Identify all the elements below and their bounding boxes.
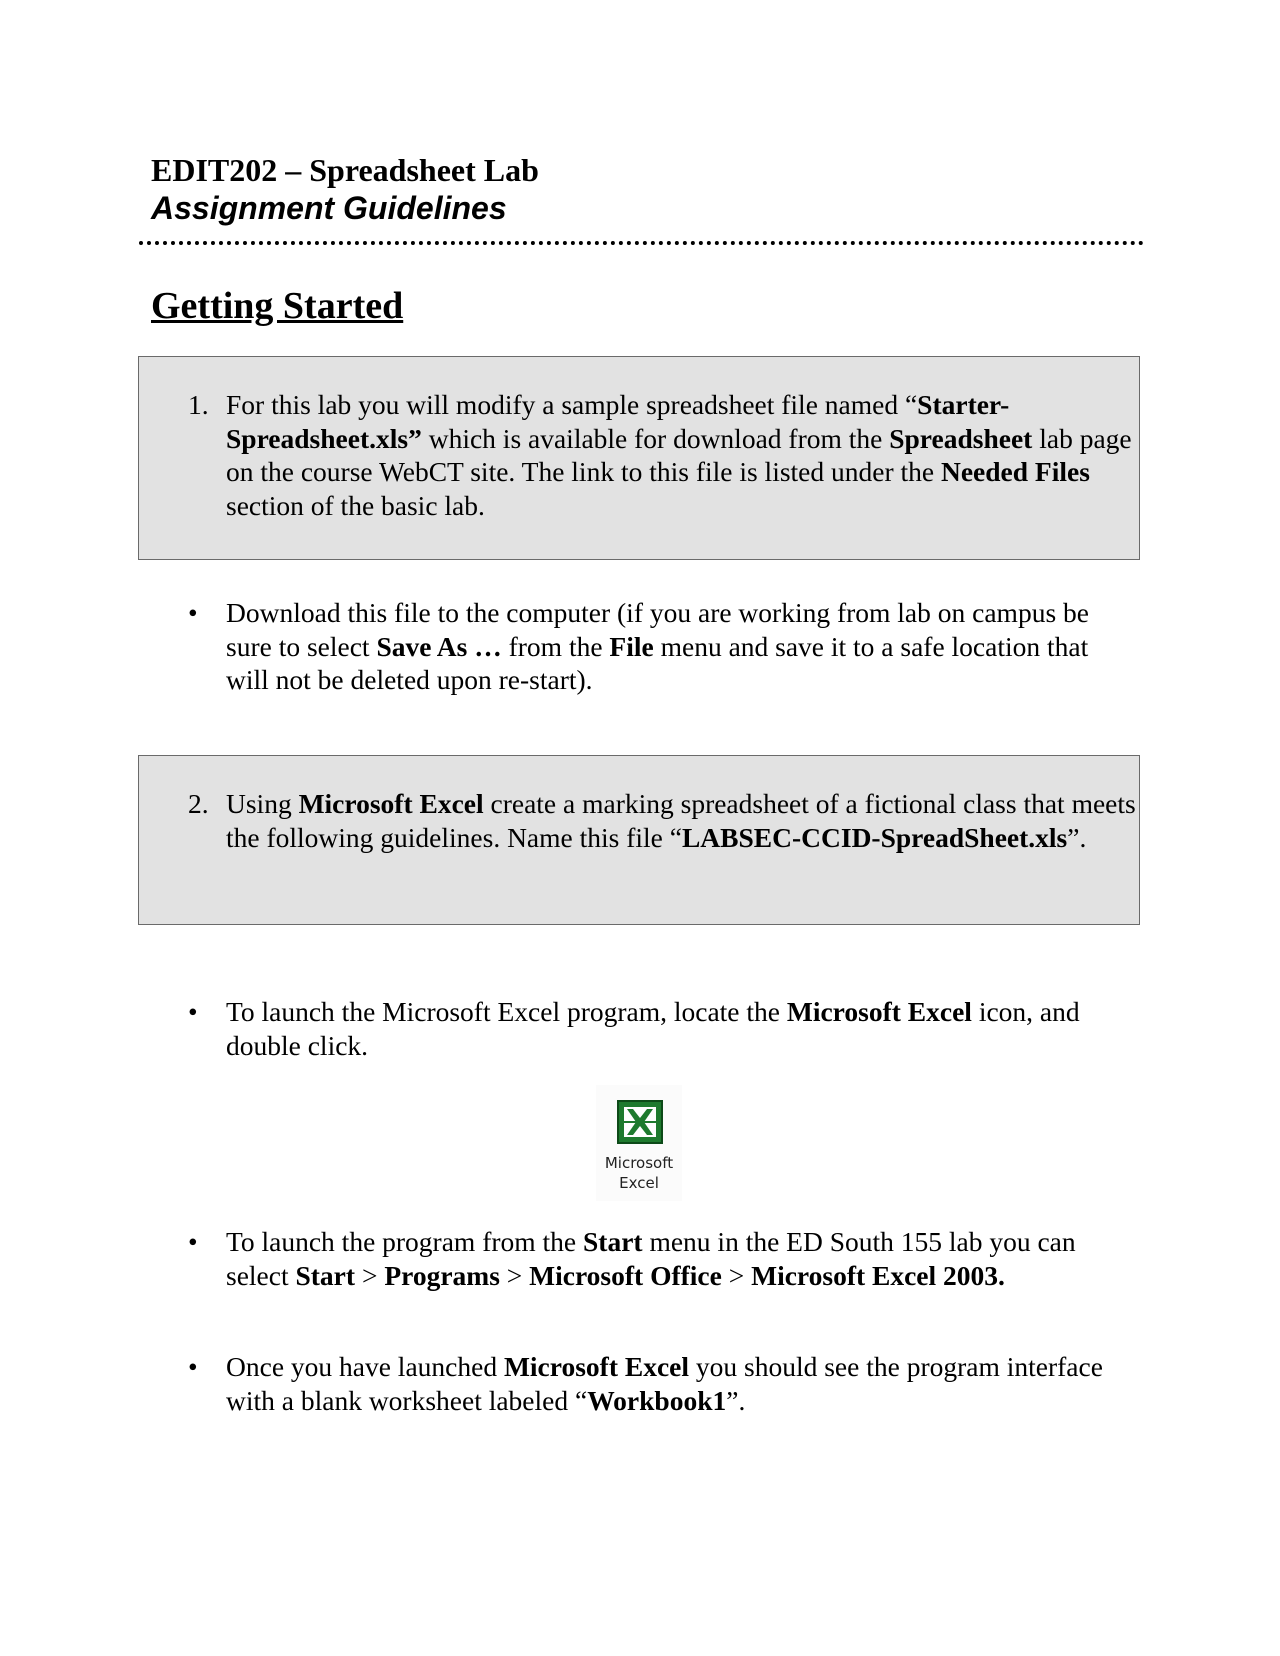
bullet-download-text: Download this file to the computer (if you are working from lab on campus be sure to select Save As … from the File menu and save it to a safe location that will not be deleted upon re-start). xyxy=(226,597,1089,695)
section-heading: Getting Started xyxy=(151,285,404,327)
bullet-marker: • xyxy=(188,996,198,1027)
path-excel: Microsoft Excel 2003. xyxy=(751,1259,1005,1291)
path-programs: Programs xyxy=(384,1259,500,1291)
excel-name: Microsoft Excel xyxy=(298,788,484,819)
path-office: Microsoft Office xyxy=(529,1259,722,1291)
spreadsheet-lab-name: Spreadsheet xyxy=(889,422,1033,454)
save-as-command: Save As … xyxy=(376,630,502,662)
excel-icon xyxy=(617,1100,663,1144)
workbook-name: Workbook1 xyxy=(587,1384,727,1416)
dotted-divider xyxy=(139,241,1144,245)
output-file-name: LABSEC-CCID-SpreadSheet.xls xyxy=(681,821,1068,853)
path-start: Start xyxy=(295,1259,356,1291)
step-2-number: 2. xyxy=(188,788,209,819)
excel-icon-label: Microsoft Excel xyxy=(604,1154,674,1192)
document-title: EDIT202 – Spreadsheet Lab xyxy=(151,152,539,188)
excel-name: Microsoft Excel xyxy=(503,1351,690,1382)
bullet-marker: • xyxy=(188,597,198,628)
step-1-text: For this lab you will modify a sample spreadsheet file named “Starter-Spreadsheet.xls” which is available for download from the Spreadsheet lab page on the course WebCT site. The link to this file is listed under the Needed Files section of the basic lab. xyxy=(226,389,1132,521)
file-menu-name: File xyxy=(609,630,654,662)
start-menu-name: Start xyxy=(583,1226,643,1257)
bullet-marker: • xyxy=(188,1351,198,1382)
bullet-marker: • xyxy=(188,1226,198,1257)
starter-file-name: Starter-Spreadsheet.xls” xyxy=(226,389,1010,454)
bullet-start-menu-text: To launch the program from the Start menu in the ED South 155 lab you can select Start > Programs > Microsoft Office > Microsoft Excel 2003. xyxy=(226,1226,1076,1291)
step-2-text: Using Microsoft Excel create a marking spreadsheet of a fictional class that meets the following guidelines. Name this file “LABSEC-CCID-SpreadSheet.xls”. xyxy=(226,788,1136,853)
step-1-number: 1. xyxy=(188,389,209,420)
document-subtitle: Assignment Guidelines xyxy=(151,190,507,226)
needed-files-label: Needed Files xyxy=(940,456,1090,487)
bullet-launch-icon-text: To launch the Microsoft Excel program, locate the Microsoft Excel icon, and double click. xyxy=(226,996,1080,1061)
excel-name: Microsoft Excel xyxy=(786,996,972,1027)
bullet-workbook-text: Once you have launched Microsoft Excel you should see the program interface with a blank worksheet labeled “Workbook1”. xyxy=(226,1351,1103,1416)
excel-desktop-icon[interactable] xyxy=(596,1085,682,1201)
